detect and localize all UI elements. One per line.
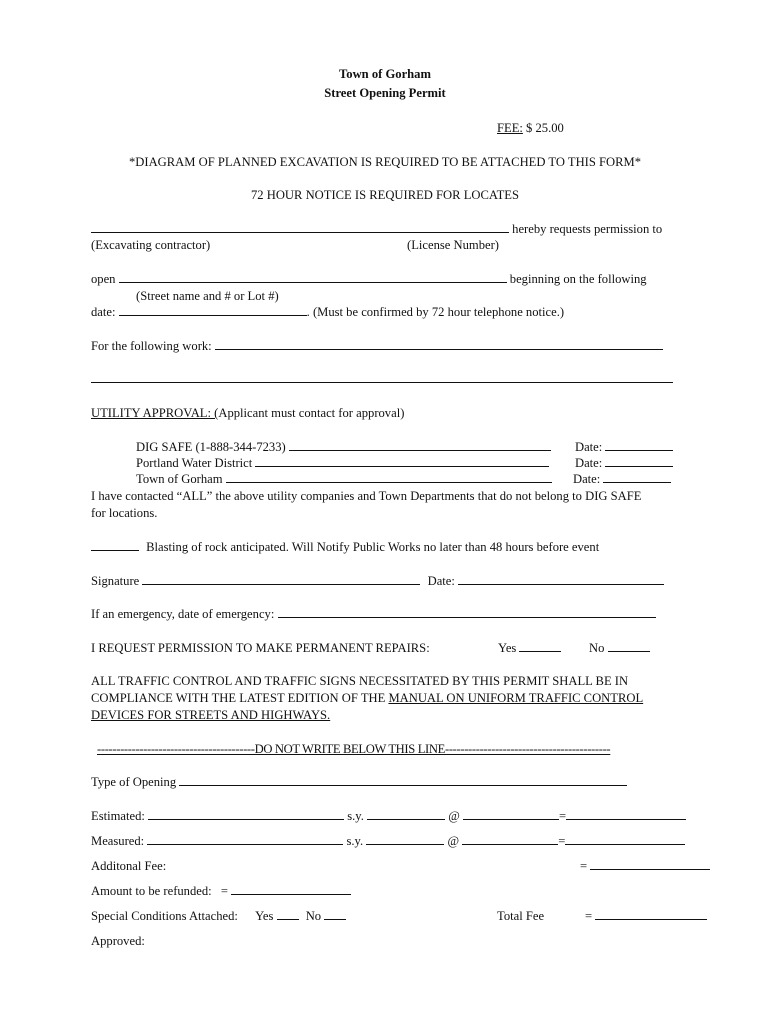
contractor-field[interactable] [91,222,509,233]
utility-date-field[interactable] [605,440,673,451]
blasting-field[interactable] [91,540,139,551]
work-label: For the following work: [91,339,212,353]
measured-sy-field[interactable] [366,834,444,845]
eq-label: = [585,909,593,923]
start-date-field[interactable] [119,305,307,316]
open-line [91,272,647,287]
special-yes-field[interactable] [277,909,299,920]
permit-title: Street Opening Permit [324,86,446,100]
utility-date-field[interactable] [603,472,671,483]
signature-label: Signature [91,574,140,588]
utility-date-water [575,456,673,471]
estimated-rate-field[interactable] [463,809,559,820]
eq-label: = [558,809,567,823]
work-field[interactable] [215,339,663,350]
utility-date-label: Date: [575,456,603,470]
measured-line [91,834,685,849]
utility-name: Town of Gorham [136,472,223,486]
eq-label: = [580,859,588,873]
additional-fee-label: Additonal Fee: [91,859,167,873]
utility-heading [91,406,404,421]
estimated-total-field[interactable] [566,809,686,820]
special-conditions-line [91,909,346,924]
estimated-field[interactable] [148,809,344,820]
eq-label: = [558,834,566,848]
following-text: beginning on the following [509,272,647,286]
work-line [91,339,663,354]
sy-label: s.y. [347,809,364,823]
contacted-statement-cont: for locations. [91,506,158,520]
at-label: @ [447,834,460,848]
emergency-line [91,607,656,622]
repairs-no-field[interactable] [608,641,650,652]
repairs-yes-field[interactable] [519,641,561,652]
blasting-line [91,540,599,555]
sy-label: s.y. [346,834,364,848]
utility-heading-label: UTILITY APPROVAL: ( [91,406,219,420]
type-opening-line [91,775,627,790]
additional-fee-field[interactable] [590,859,710,870]
measured-total-field[interactable] [565,834,685,845]
at-label: @ [448,809,460,823]
utility-field[interactable] [226,472,552,483]
utility-field[interactable] [289,440,551,451]
emergency-date-field[interactable] [278,607,656,618]
estimated-sy-field[interactable] [367,809,445,820]
contractor-label: (Excavating contractor) [91,238,211,252]
traffic-line-3: DEVICES FOR STREETS AND HIGHWAYS. [91,708,331,722]
diagram-notice: *DIAGRAM OF PLANNED EXCAVATION IS REQUIRED TO BE ATTACHED TO THIS FORM* [129,155,641,169]
manual-title: MANUAL ON UNIFORM TRAFFIC CONTROL [388,691,644,705]
date-line [91,305,564,320]
street-field[interactable] [119,272,507,283]
repairs-no [589,641,650,656]
refund-line [91,884,351,899]
contacted-statement: I have contacted “ALL” the above utility companies and Town Departments that do not belong to DIG SAFE [91,489,642,503]
utility-row-water [136,456,549,471]
utility-date-town [573,472,671,487]
utility-name: DIG SAFE (1-888-344-7233) [136,440,286,454]
estimated-line [91,809,686,824]
traffic-line-2 [91,691,643,706]
blasting-text: Blasting of rock anticipated. Will Notify Public Works no later than 48 hours before event [146,540,600,554]
utility-date-dig-safe [575,440,673,455]
repairs-no-label: No [589,641,605,655]
measured-label: Measured: [91,834,145,848]
license-label: (License Number) [407,238,499,252]
repairs-label: I REQUEST PERMISSION TO MAKE PERMANENT REPAIRS: [91,641,430,655]
special-no-label: No [305,909,322,923]
locate-notice: 72 HOUR NOTICE IS REQUIRED FOR LOCATES [251,188,519,202]
eq-label: = [220,884,228,898]
total-fee-label: Total Fee [497,909,545,923]
date-note: . (Must be confirmed by 72 hour telephone notice.) [306,305,565,319]
work-line-2 [91,372,673,387]
requests-text: hereby requests permission to [512,222,663,236]
additional-fee-line [580,859,710,874]
open-label: open [91,272,116,286]
contractor-line [91,222,662,237]
signature-field[interactable] [142,574,420,585]
date-label: date: [91,305,116,319]
traffic-line-1: ALL TRAFFIC CONTROL AND TRAFFIC SIGNS NECESSITATED BY THIS PERMIT SHALL BE IN [91,674,629,688]
fee-label: FEE: [497,121,523,135]
special-no-field[interactable] [324,909,346,920]
utility-date-field[interactable] [605,456,673,467]
fee-value: $ 25.00 [522,121,564,135]
total-fee-field[interactable] [595,909,707,920]
refund-label: Amount to be refunded: [91,884,212,898]
type-opening-field[interactable] [179,775,627,786]
signature-date-label: Date: [427,574,455,588]
town-title: Town of Gorham [339,67,431,81]
measured-field[interactable] [147,834,343,845]
refund-field[interactable] [231,884,351,895]
utility-heading-rest: Applicant must contact for approval) [218,406,405,420]
street-label: (Street name and # or Lot #) [136,289,279,303]
estimated-label: Estimated: [91,809,145,823]
repairs-yes-label: Yes [498,641,517,655]
utility-name: Portland Water District [136,456,253,470]
signature-date-field[interactable] [458,574,664,585]
utility-row-town [136,472,552,487]
measured-rate-field[interactable] [462,834,558,845]
special-yes-label: Yes [255,909,274,923]
type-opening-label: Type of Opening [91,775,177,789]
traffic-line-2a: COMPLIANCE WITH THE LATEST EDITION OF THE [91,691,389,705]
signature-line [91,574,664,589]
utility-row-dig-safe [136,440,551,455]
utility-date-label: Date: [573,472,601,486]
work-field-2[interactable] [91,372,673,383]
fee-line [497,121,564,136]
office-divider: -----------------------------------------DO NOT WRITE BELOW THIS LINE------------------------------------------- [97,742,611,756]
repairs-yes [498,641,561,656]
utility-field[interactable] [255,456,549,467]
total-fee-line [585,909,707,924]
special-conditions-label: Special Conditions Attached: [91,909,238,923]
utility-date-label: Date: [575,440,603,454]
approved-label: Approved: [91,934,145,948]
emergency-label: If an emergency, date of emergency: [91,607,275,621]
